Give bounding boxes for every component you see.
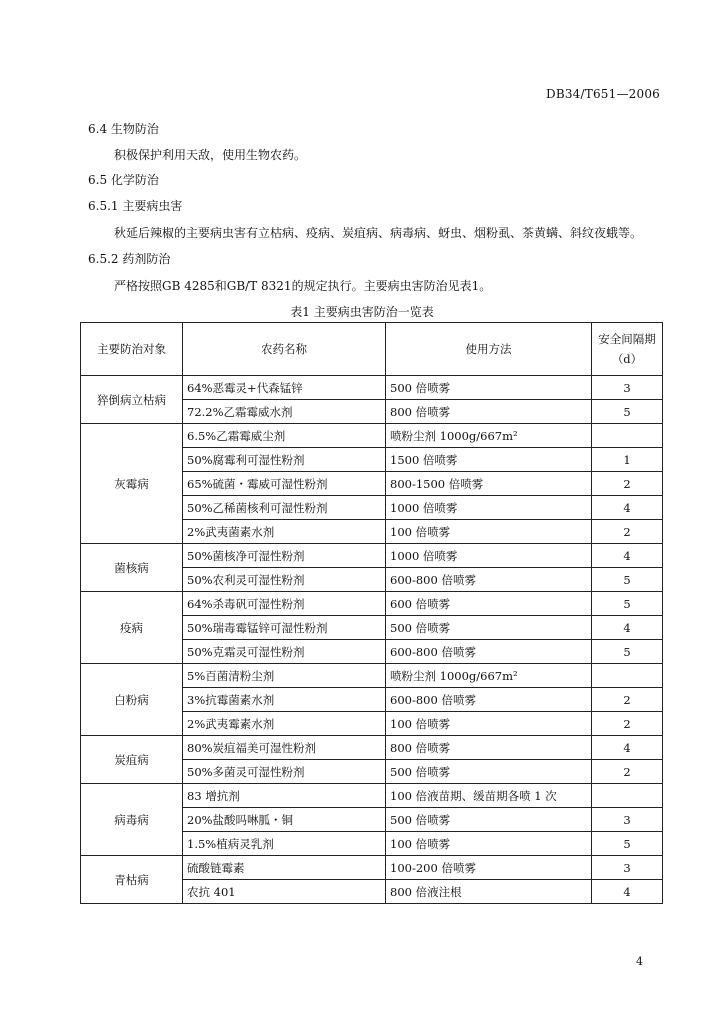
interval-cell: 2	[592, 760, 663, 784]
interval-cell: 5	[592, 568, 663, 592]
section-6-5-1-heading: 6.5.1 主要病虫害	[88, 199, 183, 213]
method-cell: 喷粉尘剂 1000g/667m²	[386, 664, 592, 688]
pesticide-cell: 硫酸链霉素	[183, 856, 386, 880]
interval-cell: 5	[592, 400, 663, 424]
interval-cell: 2	[592, 688, 663, 712]
method-cell: 1500 倍喷雾	[386, 448, 592, 472]
interval-cell: 2	[592, 472, 663, 496]
interval-cell: 4	[592, 736, 663, 760]
table-row	[81, 736, 663, 760]
section-6-4-text: 积极保护利用天敌，使用生物农药。	[114, 148, 307, 162]
method-cell: 800-1500 倍喷雾	[386, 472, 592, 496]
method-cell: 600-800 倍喷雾	[386, 640, 592, 664]
interval-cell: 5	[592, 592, 663, 616]
method-cell: 100 倍液苗期、缓苗期各喷 1 次	[386, 784, 592, 808]
pesticide-cell: 2%武夷霉素水剂	[183, 712, 386, 736]
target-cell: 疫病	[81, 592, 183, 664]
target-cell: 猝倒病立枯病	[81, 376, 183, 424]
method-cell: 1000 倍喷雾	[386, 496, 592, 520]
pesticide-cell: 50%乙稀菌核利可湿性粉剂	[183, 496, 386, 520]
method-cell: 500 倍喷雾	[386, 616, 592, 640]
interval-cell: 3	[592, 808, 663, 832]
target-cell: 白粉病	[81, 664, 183, 736]
interval-cell: 4	[592, 616, 663, 640]
pesticide-cell: 64%恶霉灵+代森锰锌	[183, 376, 386, 400]
pesticide-cell: 80%炭疽福美可湿性粉剂	[183, 736, 386, 760]
method-cell: 800 倍喷雾	[386, 736, 592, 760]
pesticide-cell: 6.5%乙霜霉威尘剂	[183, 424, 386, 448]
interval-cell: 2	[592, 712, 663, 736]
pesticide-cell: 50%农利灵可湿性粉剂	[183, 568, 386, 592]
section-6-5-1-text: 秋延后辣椒的主要病虫害有立枯病、疫病、炭疽病、病毒病、蚜虫、烟粉虱、茶黄螨、斜纹夜蛾等。	[114, 226, 643, 240]
pesticide-cell: 50%多菌灵可湿性粉剂	[183, 760, 386, 784]
method-cell: 100 倍喷雾	[386, 520, 592, 544]
pesticide-cell: 3%抗霉菌素水剂	[183, 688, 386, 712]
interval-cell	[592, 784, 663, 808]
table-caption: 表1 主要病虫害防治一览表	[290, 305, 434, 319]
interval-cell	[592, 424, 663, 448]
pesticide-cell: 5%百菌清粉尘剂	[183, 664, 386, 688]
header-pesticide: 农药名称	[183, 323, 386, 376]
method-cell: 600-800 倍喷雾	[386, 568, 592, 592]
header-method: 使用方法	[386, 323, 592, 376]
target-cell: 病毒病	[81, 784, 183, 856]
table-row	[81, 544, 663, 568]
pesticide-cell: 50%克霜灵可湿性粉剂	[183, 640, 386, 664]
interval-cell: 4	[592, 880, 663, 904]
interval-cell: 4	[592, 544, 663, 568]
method-cell: 100 倍喷雾	[386, 832, 592, 856]
table-row	[81, 592, 663, 616]
section-6-5-heading: 6.5 化学防治	[88, 173, 159, 187]
method-cell: 喷粉尘剂 1000g/667m²	[386, 424, 592, 448]
section-6-5-2-heading: 6.5.2 药剂防治	[88, 252, 171, 266]
pesticide-cell: 83 增抗剂	[183, 784, 386, 808]
method-cell: 500 倍喷雾	[386, 376, 592, 400]
table-row	[81, 856, 663, 880]
pesticide-cell: 农抗 401	[183, 880, 386, 904]
interval-cell: 3	[592, 856, 663, 880]
target-cell: 灰霉病	[81, 424, 183, 544]
method-cell: 100 倍喷雾	[386, 712, 592, 736]
pesticide-cell: 65%硫菌・霉威可湿性粉剂	[183, 472, 386, 496]
method-cell: 500 倍喷雾	[386, 808, 592, 832]
document-code: DB34/T651—2006	[546, 87, 660, 101]
method-cell: 500 倍喷雾	[386, 760, 592, 784]
section-6-4-heading: 6.4 生物防治	[88, 122, 159, 136]
method-cell: 600-800 倍喷雾	[386, 688, 592, 712]
pesticide-cell: 1.5%植病灵乳剂	[183, 832, 386, 856]
target-cell: 炭疽病	[81, 736, 183, 784]
table-row	[81, 664, 663, 688]
interval-cell: 4	[592, 496, 663, 520]
table-row	[81, 424, 663, 448]
method-cell: 100-200 倍喷雾	[386, 856, 592, 880]
method-cell: 800 倍喷雾	[386, 400, 592, 424]
target-cell: 青枯病	[81, 856, 183, 904]
method-cell: 600 倍喷雾	[386, 592, 592, 616]
interval-cell: 5	[592, 832, 663, 856]
section-6-5-2-text: 严格按照GB 4285和GB/T 8321的规定执行。主要病虫害防治见表1。	[114, 279, 492, 293]
pesticide-cell: 50%腐霉利可湿性粉剂	[183, 448, 386, 472]
table-row	[81, 376, 663, 400]
pesticide-cell: 20%盐酸吗啉胍・铜	[183, 808, 386, 832]
interval-cell: 5	[592, 640, 663, 664]
pest-control-table	[80, 322, 663, 904]
interval-cell: 2	[592, 520, 663, 544]
interval-cell	[592, 664, 663, 688]
pesticide-cell: 72.2%乙霜霉威水剂	[183, 400, 386, 424]
header-target: 主要防治对象	[81, 323, 183, 376]
target-cell: 菌核病	[81, 544, 183, 592]
table-header-row	[81, 323, 663, 376]
interval-cell: 3	[592, 376, 663, 400]
page-number: 4	[636, 955, 643, 968]
pesticide-cell: 50%菌核净可湿性粉剂	[183, 544, 386, 568]
pesticide-cell: 50%瑞毒霉锰锌可湿性粉剂	[183, 616, 386, 640]
table-row	[81, 784, 663, 808]
pesticide-cell: 2%武夷菌素水剂	[183, 520, 386, 544]
interval-cell: 1	[592, 448, 663, 472]
method-cell: 800 倍液注根	[386, 880, 592, 904]
header-interval: 安全间隔期（d）	[592, 323, 663, 376]
method-cell: 1000 倍喷雾	[386, 544, 592, 568]
pesticide-cell: 64%杀毒矾可湿性粉剂	[183, 592, 386, 616]
